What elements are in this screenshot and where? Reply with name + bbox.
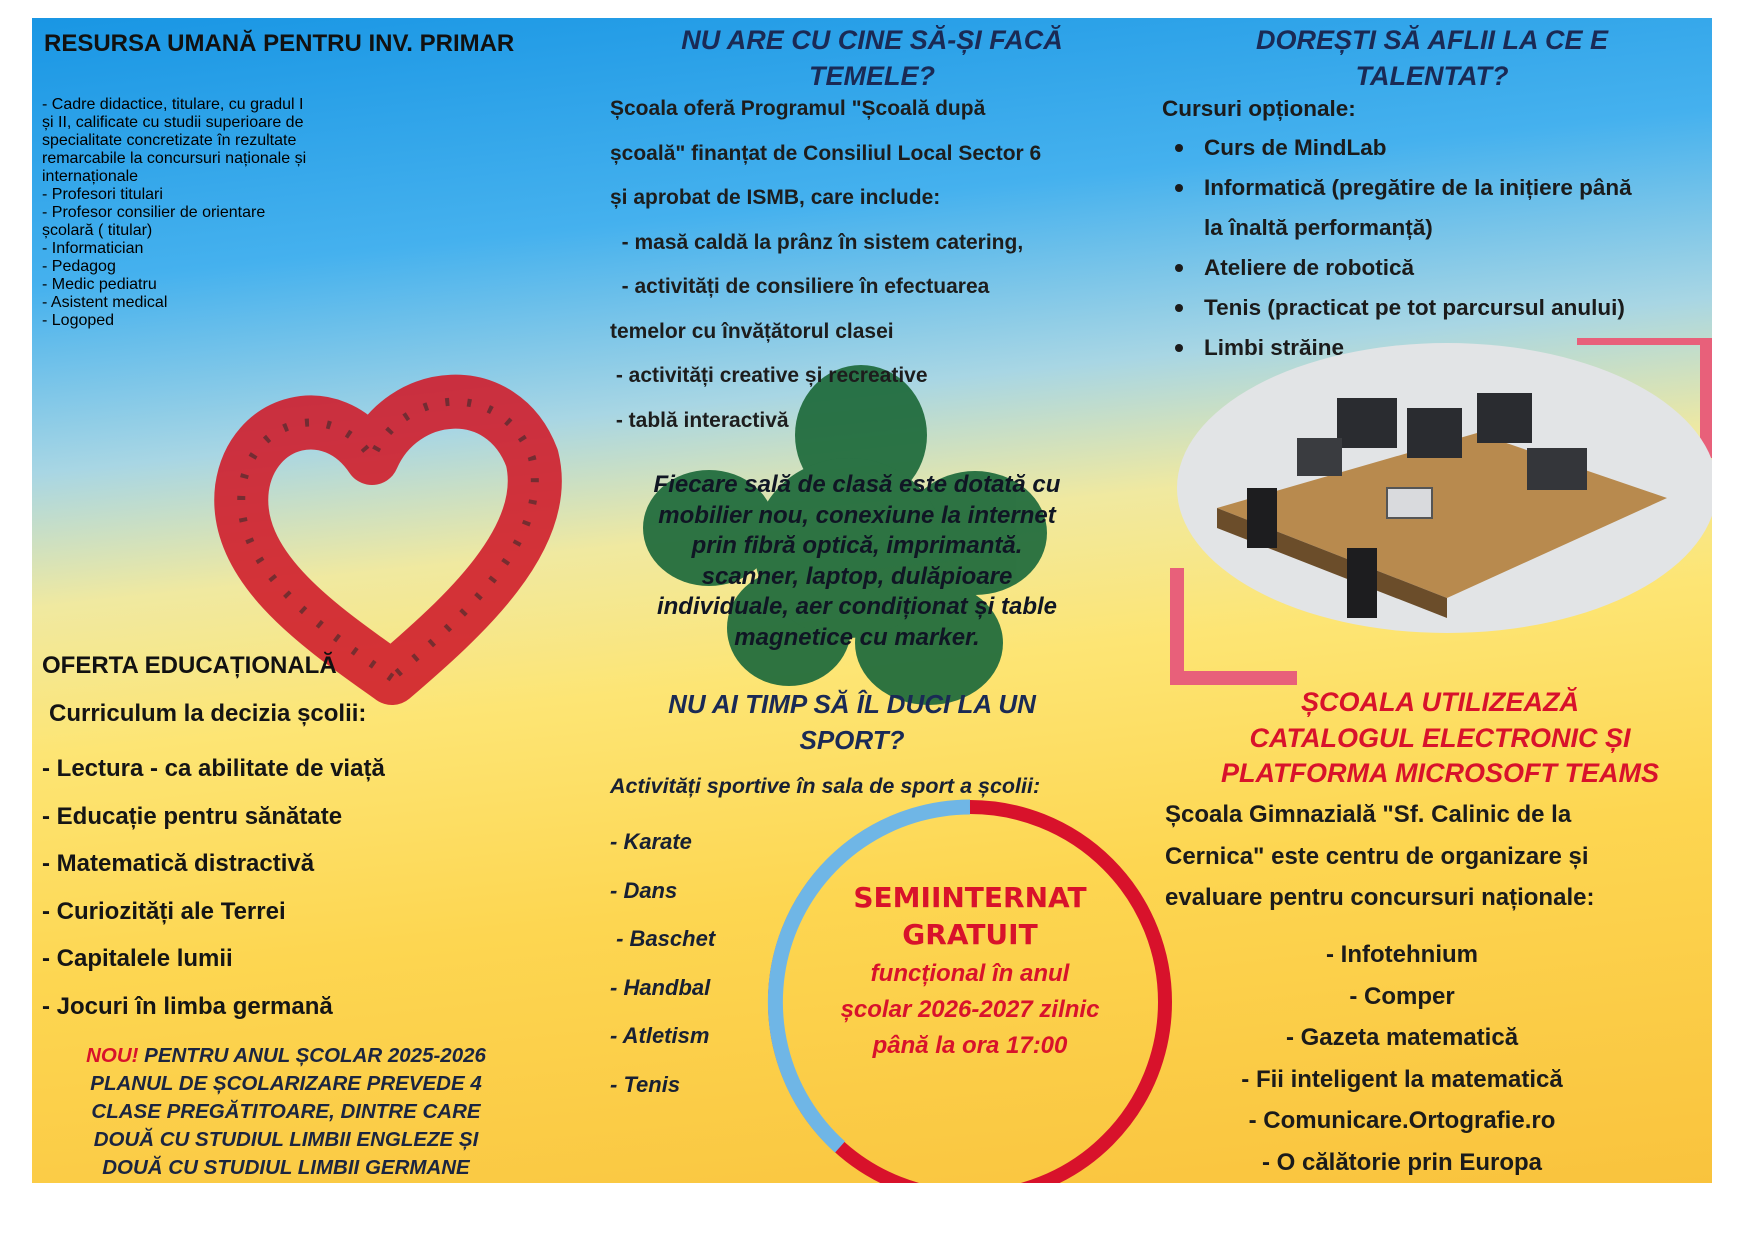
list-item: - Medic pediatru [42,276,157,293]
list-item-continued: la înaltă performanță) [1204,215,1433,240]
dotare-line: mobilier nou, conexiune la internet [658,501,1056,529]
talent-title-line: TALENTAT? [1355,61,1509,91]
list-item: - Karate [610,829,692,854]
semiinternat-line: până la ora 17:00 [872,1032,1068,1059]
computer-lab-photo [1147,338,1712,698]
teme-title [602,22,1142,94]
dotare-line: Fiecare sală de clasă este dotată cu [653,471,1061,498]
sport-intro: Activități sportive în sala de sport a școlii: [610,774,1041,798]
list-item: - Pedagog [42,258,116,275]
program-text [610,87,1150,443]
semiinternat-title: SEMIINTERNAT [853,881,1087,914]
semiinternat-text [780,880,1160,1064]
dotare-text [607,470,1107,653]
nou-notice [36,1042,536,1182]
list-item: - Lectura - ca abilitate de viață [42,755,385,782]
optional-label: Cursuri opționale: [1162,96,1356,121]
dotare-line: scanner, laptop, dulăpioare [701,562,1013,590]
list-item: - Fii inteligent la matematică [1241,1065,1563,1093]
list-item: Tenis (practicat pe tot parcursul anului) [1162,288,1712,328]
program-line: școală" finanțat de Consiliul Local Sector 6 [610,141,1042,165]
teme-title-line: NU ARE CU CINE SĂ-ȘI FACĂ [681,25,1063,55]
sport-title-line: NU AI TIMP SĂ ÎL DUCI LA UN [668,689,1036,719]
catalog-line: ȘCOALA UTILIZEAZĂ [1301,687,1579,717]
list-item: - Tenis [610,1071,681,1097]
talent-title-line: DOREȘTI SĂ AFLII LA CE E [1255,25,1608,55]
nou-line: PLANUL DE ȘCOLARIZARE PREVEDE 4 [90,1072,482,1095]
catalog-line: CATALOGUL ELECTRONIC ȘI [1249,722,1631,753]
sport-title-line: SPORT? [799,725,905,755]
program-line: - activități de consiliere în efectuarea [610,275,990,298]
concursuri-list [1162,934,1642,1183]
list-item: Informatică (pregătire de la inițiere până [1162,168,1712,208]
list-item: - Atletism [610,1023,710,1048]
list-item: școlară ( titular) [42,222,153,239]
oferta-title: OFERTA EDUCAȚIONALĂ [42,652,337,679]
centru-line: Școala Gimnazială "Sf. Calinic de la [1165,801,1572,828]
list-item: Curs de MindLab [1162,128,1712,168]
list-item: - Baschet [610,926,716,951]
list-item: - Profesori titulari [42,186,163,203]
nou-line: DOUĂ CU STUDIUL LIMBII GERMANE [102,1156,470,1179]
list-item: - Profesor consilier de orientare [42,204,266,221]
list-item: - Educație pentru sănătate [42,802,343,830]
program-line: - activități creative și recreative [610,364,928,387]
list-item: - Comunicare.Ortografie.ro [1248,1107,1556,1134]
list-item: - Curiozități ale Terrei [42,897,286,925]
sports-list [610,818,760,1109]
catalog-line: PLATFORMA MICROSOFT TEAMS [1221,758,1659,788]
brochure-sheet [32,18,1712,1183]
list-item: - Asistent medical [42,294,168,311]
list-item: - Logoped [42,312,115,329]
sport-title [602,686,1102,758]
program-line: temelor cu învățătorul clasei [610,319,894,343]
list-item: specialitate concretizate în rezultate [42,132,297,149]
semiinternat-line: funcțional în anul [870,960,1070,987]
nou-line: PENTRU ANUL ȘCOLAR 2025-2026 [138,1044,486,1067]
list-item: remarcabile la concursuri naționale și [42,150,307,167]
curriculum-list [42,745,602,1030]
centru-line: evaluare pentru concursuri naționale: [1165,884,1595,911]
curriculum-label: Curriculum la decizia școlii: [49,700,367,727]
list-item: - Infotehnium [1326,941,1478,968]
list-item: - Jocuri în limba germană [42,992,333,1020]
dotare-line: individuale, aer condiționat și table [656,593,1058,620]
list-item: - Handbal [610,974,711,1000]
catalog-title [1160,685,1712,792]
dotare-line: magnetice cu marker. [734,623,980,651]
list-item: - Cadre didactice, titulare, cu gradul I [42,96,304,113]
semiinternat-line: școlar 2026-2027 zilnic [840,996,1100,1023]
nou-label: NOU! [86,1044,139,1067]
teme-title-line: TEMELE? [809,61,935,91]
list-item: și II, calificate cu studii superioare de [42,114,304,131]
list-item: - Matematică distractivă [42,850,315,877]
list-item: - Gazeta matematică [1285,1024,1519,1051]
nou-line: DOUĂ CU STUDIUL LIMBII ENGLEZE ȘI [93,1128,479,1151]
optional-list [1162,128,1712,368]
list-item: - Capitalele lumii [42,945,233,972]
centru-text [1165,794,1712,919]
list-item: Ateliere de robotică [1162,248,1712,288]
list-item: - Informatician [42,240,144,257]
nou-line: CLASE PREGĂTITOARE, DINTRE CARE [91,1100,481,1123]
list-item: internaționale [42,168,139,185]
list-item: - Dans [610,877,678,903]
resurse-list [42,96,602,330]
program-line: - masă caldă la prânz în sistem catering, [610,230,1024,254]
semiinternat-title: GRATUIT [902,918,1038,951]
list-item: - O călătorie prin Europa [1261,1148,1543,1176]
program-line: Școala oferă Programul "Școală după [610,97,986,120]
list-item: - Comper [1349,982,1455,1010]
resurse-title: RESURSA UMANĂ PENTRU INV. PRIMAR [44,30,515,57]
talent-title [1162,22,1702,94]
list-item: Limbi străine [1162,328,1712,368]
centru-line: Cernica" este centru de organizare și [1165,842,1589,870]
program-line: și aprobat de ISMB, care include: [610,186,941,209]
program-line: - tablă interactivă [610,408,789,432]
dotare-line: prin fibră optică, imprimantă. [691,532,1023,559]
